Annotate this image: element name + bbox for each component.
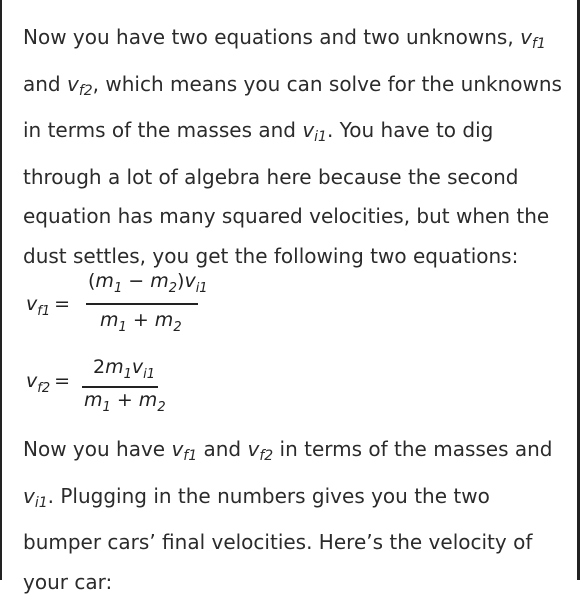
equation-denominator: $m_1 + m_2$ bbox=[84, 389, 166, 415]
equation-numerator: $(m_1 - m_2)v_{i1}$ bbox=[88, 270, 208, 296]
fraction-bar bbox=[86, 303, 198, 305]
page-border-left bbox=[0, 0, 2, 580]
fraction-bar bbox=[82, 386, 158, 388]
velocity-variable: $v_{f2}$ bbox=[247, 437, 274, 464]
paragraph-text: . You have to dig through a lot of algebra here because the second equation has many squared velocities, but when the dust settles, you get the following two equations: bbox=[23, 118, 550, 268]
velocity-variable: $v_{i1}$ bbox=[23, 483, 48, 511]
equation-lhs: $v_{f2}$ = bbox=[26, 370, 71, 396]
velocity-variable: $v_{f2}$ bbox=[66, 71, 93, 99]
equation-lhs: $v_{f1}$ = bbox=[26, 293, 71, 319]
paragraph-text: in terms of the masses and bbox=[273, 437, 553, 461]
paragraph-text: and bbox=[197, 437, 248, 461]
equation-denominator: $m_1 + m_2$ bbox=[100, 309, 182, 335]
velocity-variable: $v_{i1}$ bbox=[302, 118, 327, 146]
paragraph-text: Now you have bbox=[23, 437, 172, 461]
paragraph-intro bbox=[23, 18, 563, 277]
velocity-variable: $v_{f1}$ bbox=[520, 25, 546, 52]
paragraph-text: , which means you can solve for the unknowns in terms of the masses and bbox=[23, 71, 562, 143]
paragraph-conclusion bbox=[23, 430, 563, 602]
paragraph-text: Now you have two equations and two unknowns, bbox=[23, 25, 521, 49]
equation-numerator: $2m_1v_{i1}$ bbox=[93, 356, 156, 382]
paragraph-text: and bbox=[23, 71, 67, 96]
paragraph-text: . Plugging in the numbers gives you the two bumper cars’ final velocities. Here’s the velocity of your car: bbox=[23, 483, 533, 594]
velocity-variable: $v_{f1}$ bbox=[171, 437, 198, 464]
